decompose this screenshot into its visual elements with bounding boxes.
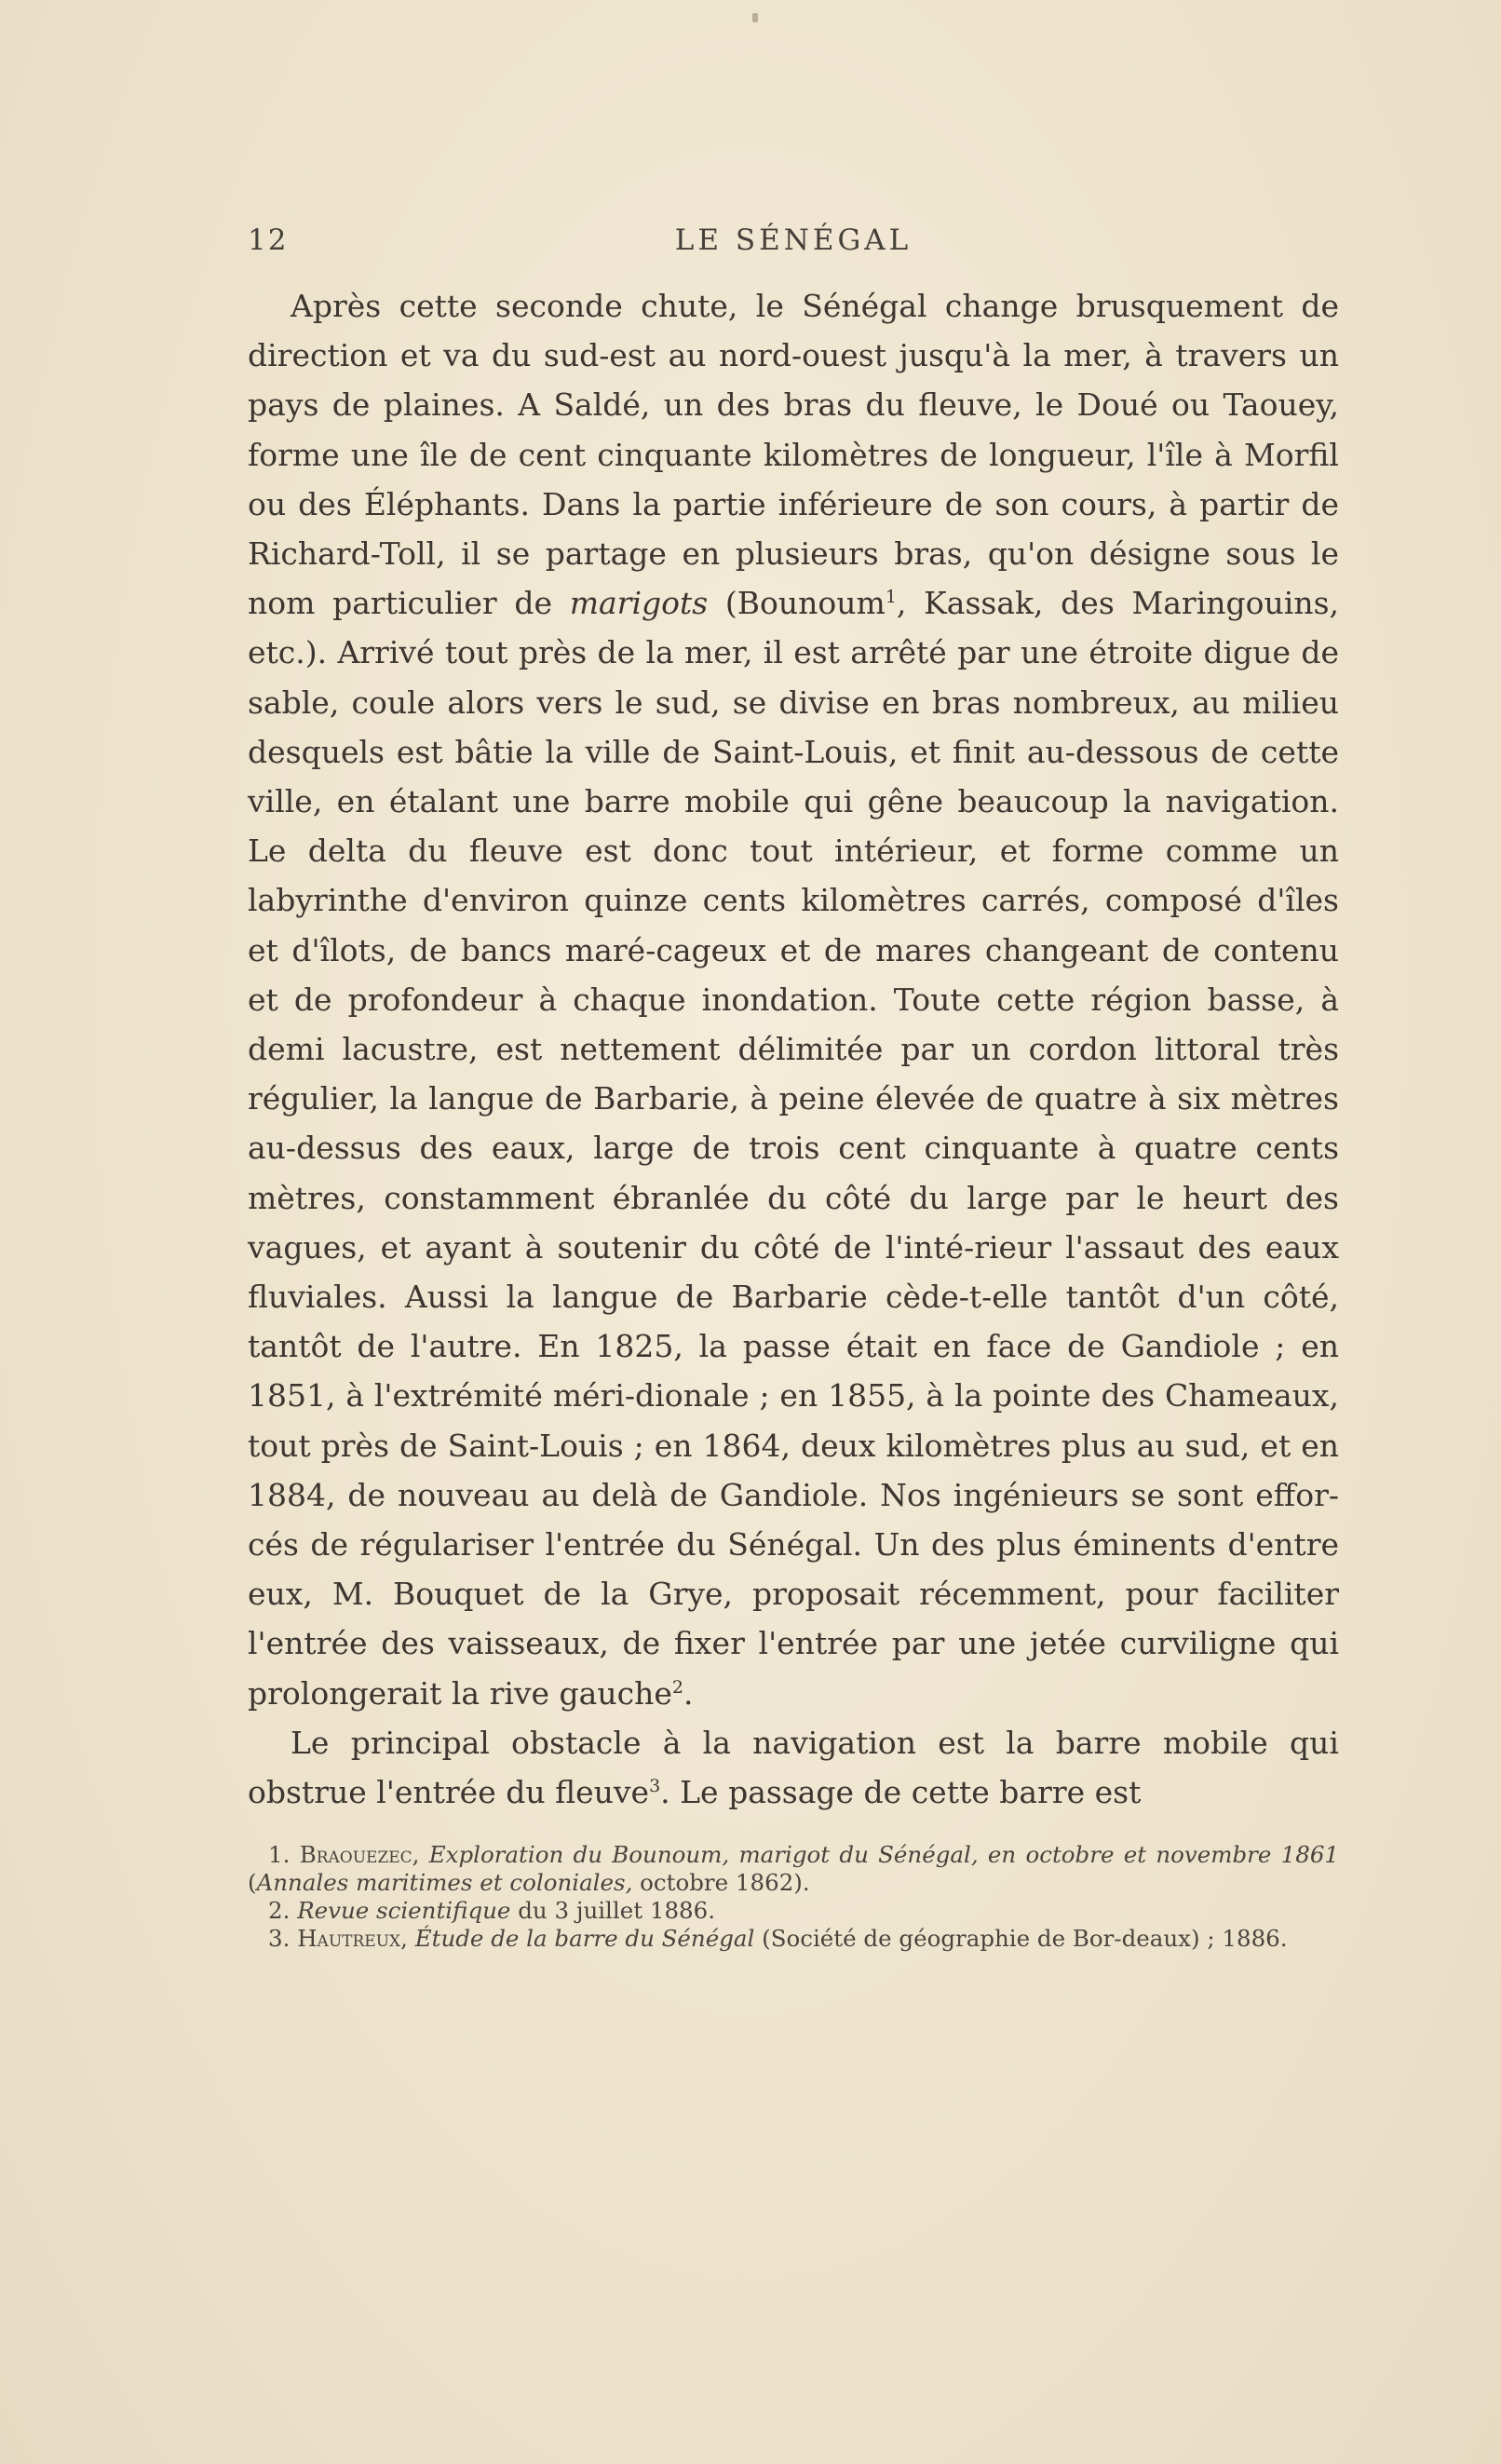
paragraph-1 bbox=[248, 281, 1339, 1718]
paragraph-1-italic-marigots: marigots bbox=[569, 585, 709, 622]
footnote-1 bbox=[248, 1841, 1339, 1897]
running-head bbox=[248, 223, 1339, 264]
footnote-2-number: 2. bbox=[268, 1897, 291, 1925]
paragraph-2 bbox=[248, 1718, 1339, 1817]
footnote-3-sep: , bbox=[400, 1925, 415, 1953]
footnote-1-end: octobre 1862). bbox=[632, 1869, 810, 1897]
footnote-1-title: Exploration du Bounoum, marigot du Sénégal, en octobre et novembre 1861 bbox=[428, 1841, 1339, 1869]
body-text bbox=[248, 281, 1339, 1817]
footnote-ref-2: 2 bbox=[671, 1676, 683, 1698]
paragraph-1-text-d: . bbox=[683, 1674, 694, 1712]
footnote-ref-3: 3 bbox=[649, 1776, 661, 1797]
footnote-1-sep: , bbox=[412, 1841, 429, 1869]
footnote-2 bbox=[248, 1897, 1339, 1925]
footnote-3-author: Hautreux bbox=[297, 1925, 401, 1953]
top-ornament-mark bbox=[752, 13, 758, 22]
page-number: 12 bbox=[248, 223, 289, 257]
footnote-3-end: (Société de géographie de Bor-deaux) ; 1886. bbox=[754, 1925, 1288, 1953]
footnote-1-author: Braouezec bbox=[299, 1841, 412, 1869]
footnote-3-number: 3. bbox=[268, 1925, 291, 1953]
footnote-1-number: 1. bbox=[268, 1841, 291, 1869]
footnote-1-mid: ( bbox=[248, 1869, 257, 1897]
paragraph-1-text-b: (Bounoum bbox=[708, 585, 886, 622]
footnote-2-journal: Revue scientifique bbox=[297, 1897, 511, 1925]
footnotes bbox=[248, 1841, 1339, 1953]
paragraph-2-text-b: . Le passage de cette barre est bbox=[660, 1774, 1142, 1811]
book-page bbox=[248, 223, 1339, 1953]
footnote-2-end: du 3 juillet 1886. bbox=[510, 1897, 716, 1925]
footnote-ref-1: 1 bbox=[885, 587, 897, 608]
footnote-3-title: Étude de la barre du Sénégal bbox=[414, 1925, 755, 1953]
footnote-3 bbox=[248, 1925, 1339, 1953]
paragraph-2-text-a: Le principal obstacle à la navigation est la barre mobile qui obstrue l'entrée du fleuve bbox=[248, 1724, 1339, 1811]
footnote-1-journal: Annales maritimes et coloniales, bbox=[256, 1869, 633, 1897]
paragraph-1-text-a: Après cette seconde chute, le Sénégal change brusquement de direction et va du sud-est au nord-ouest jusqu'à la mer, à travers un pays de plaines. A Saldé, un des bras du fleuve, le Doué ou Taouey, forme une île de cent cinquante kilomètres de longueur, l'île à Morfil ou des Éléphants. Dans la partie inférieure de son cours, à partir de Richard-Toll, il se partage en plusieurs bras, qu'on désigne sous le nom particulier de bbox=[248, 288, 1339, 622]
paragraph-1-text-c: , Kassak, des Maringouins, etc.). Arrivé tout près de la mer, il est arrêté par une étroite digue de sable, coule alors vers le sud, se divise en bras nombreux, au milieu desquels est bâtie la ville de Saint-Louis, et finit au-dessous de cette ville, en étalant une barre mobile qui gêne beaucoup la navigation. Le delta du fleuve est donc tout intérieur, et forme comme un labyrinthe d'environ quinze cents kilomètres carrés, composé d'îles et d'îlots, de bancs maré-cageux et de mares changeant de contenu et de profondeur à chaque inondation. Toute cette région basse, à demi lacustre, est nettement délimitée par un cordon littoral très régulier, la langue de Barbarie, à peine élevée de quatre à six mètres au-dessus des eaux, large de trois cent cinquante à quatre cents mètres, constamment ébranlée du côté du large par le heurt des vagues, et ayant à soutenir du côté de l'inté-rieur l'assaut des eaux fluviales. Aussi la langue de Barbarie cède-t-elle tantôt d'un côté, tantôt de l'autre. En 1825, la passe était en face de Gandiole ; en 1851, à l'extrémité méri-dionale ; en 1855, à la pointe des Chameaux, tout près de Saint-Louis ; en 1864, deux kilomètres plus au sud, et en 1884, de nouveau au delà de Gandiole. Nos ingénieurs se sont effor-cés de régulariser l'entrée du Sénégal. Un des plus éminents d'entre eux, M. Bouquet de la Grye, proposait récemment, pour faciliter l'entrée des vaisseaux, de fixer l'entrée par une jetée curviligne qui prolongerait la rive gauche bbox=[248, 585, 1339, 1712]
running-title: LE SÉNÉGAL bbox=[674, 223, 913, 257]
